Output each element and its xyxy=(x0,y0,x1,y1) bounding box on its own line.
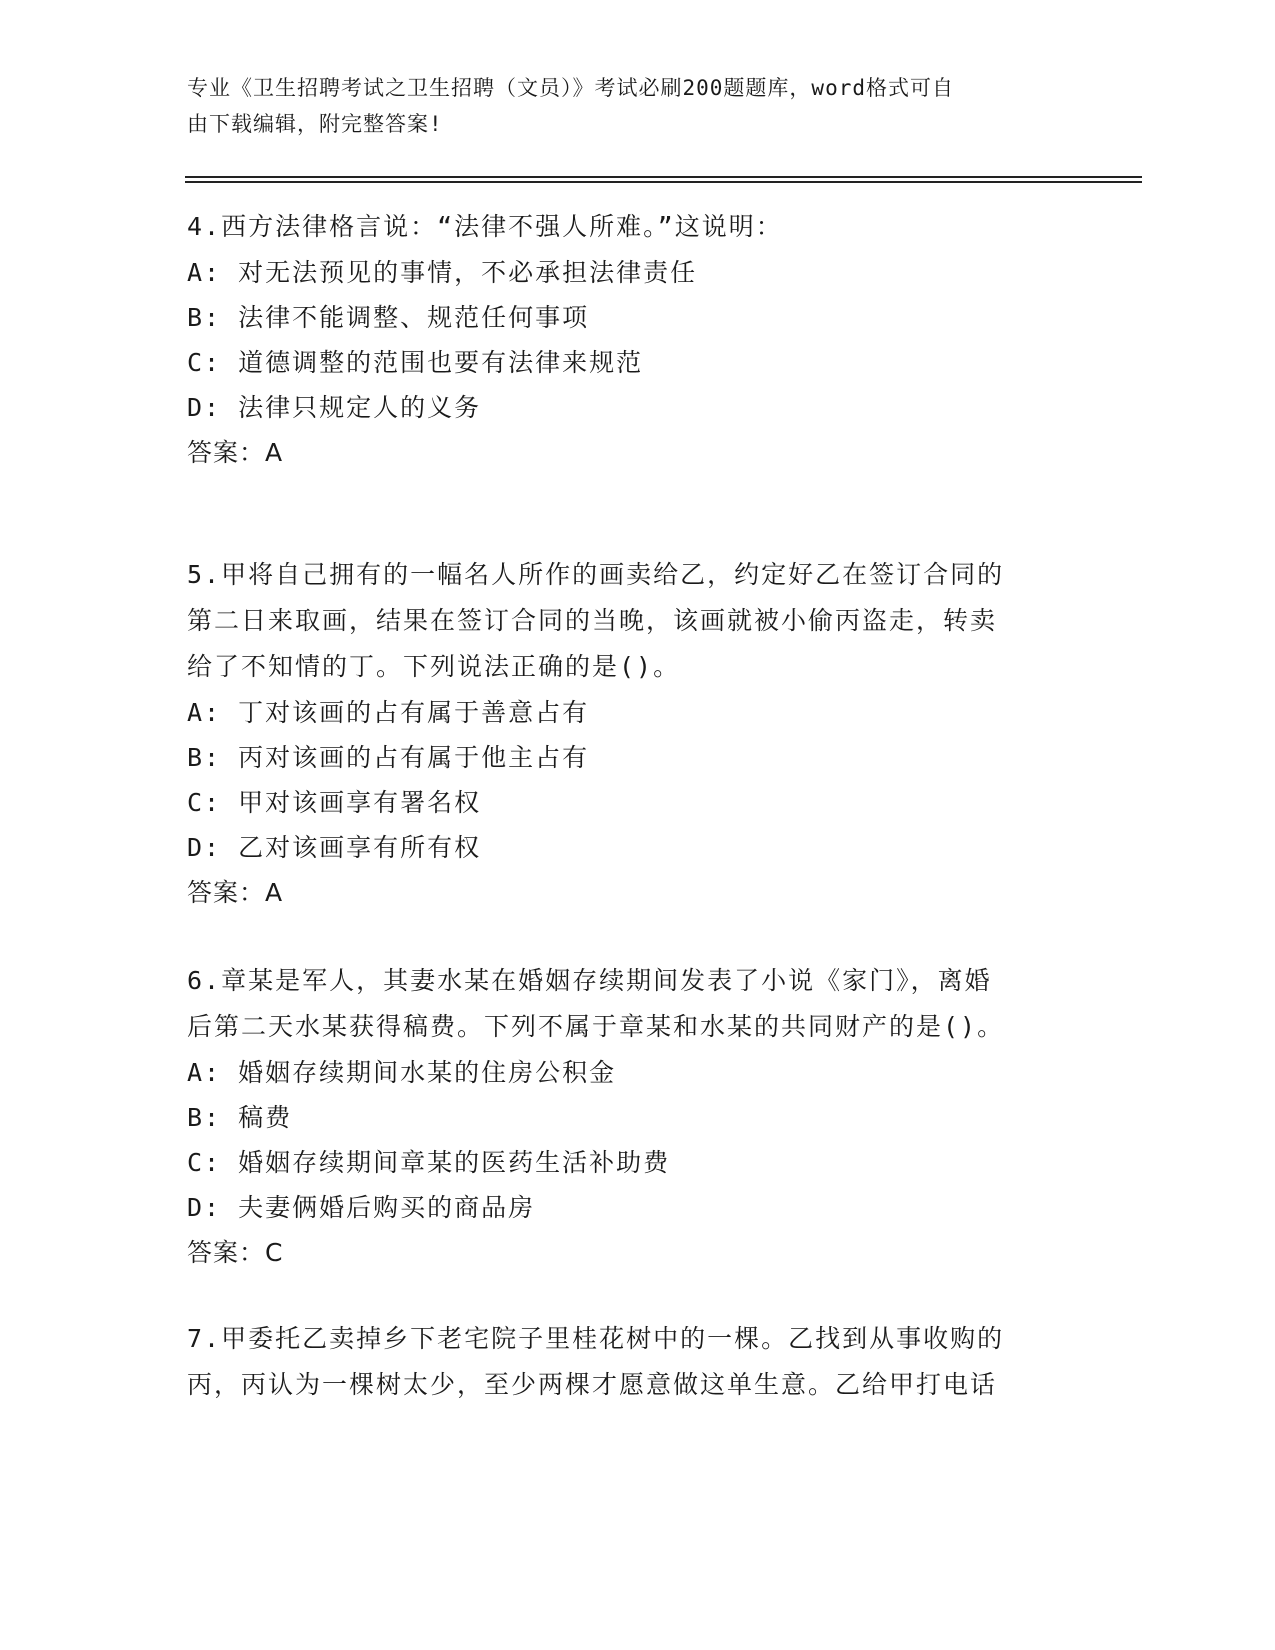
option-b: B: 稿费 xyxy=(187,1103,293,1132)
answer-label: 答案：A xyxy=(187,438,284,467)
question-stem: 6.章某是军人，其妻水某在婚姻存续期间发表了小说《家门》，离婚 xyxy=(187,966,992,995)
header-divider-top xyxy=(185,176,1142,178)
question-stem: 7.甲委托乙卖掉乡下老宅院子里桂花树中的一棵。乙找到从事收购的 xyxy=(187,1324,1005,1353)
question-stem: 给了不知情的丁。下列说法正确的是()。 xyxy=(187,652,681,681)
answer-label: 答案：A xyxy=(187,878,284,907)
option-b: B: 丙对该画的占有属于他主占有 xyxy=(187,743,590,772)
question-4 xyxy=(187,204,1067,475)
option-a: A: 对无法预见的事情，不必承担法律责任 xyxy=(187,258,698,287)
option-d: D: 夫妻俩婚后购买的商品房 xyxy=(187,1193,536,1222)
question-5 xyxy=(187,552,1067,915)
header-line-2: 由下载编辑，附完整答案! xyxy=(187,112,443,136)
answer-label: 答案：C xyxy=(187,1238,284,1267)
option-d: D: 乙对该画享有所有权 xyxy=(187,833,482,862)
header-line-1: 专业《卫生招聘考试之卫生招聘（文员）》考试必刷200题题库，word格式可自 xyxy=(187,76,954,100)
option-a: A: 婚姻存续期间水某的住房公积金 xyxy=(187,1058,617,1087)
option-a: A: 丁对该画的占有属于善意占有 xyxy=(187,698,590,727)
document-header xyxy=(187,70,1067,142)
question-6 xyxy=(187,958,1067,1275)
option-b: B: 法律不能调整、规范任何事项 xyxy=(187,303,590,332)
question-7 xyxy=(187,1316,1067,1408)
question-stem: 后第二天水某获得稿费。下列不属于章某和水某的共同财产的是()。 xyxy=(187,1012,1005,1041)
option-c: C: 道德调整的范围也要有法律来规范 xyxy=(187,348,644,377)
option-d: D: 法律只规定人的义务 xyxy=(187,393,482,422)
question-stem: 丙，丙认为一棵树太少，至少两棵才愿意做这单生意。乙给甲打电话 xyxy=(187,1370,998,1399)
question-stem: 5.甲将自己拥有的一幅名人所作的画卖给乙，约定好乙在签订合同的 xyxy=(187,560,1005,589)
header-divider-bottom xyxy=(185,181,1142,183)
option-c: C: 甲对该画享有署名权 xyxy=(187,788,482,817)
question-stem: 第二日来取画，结果在签订合同的当晚，该画就被小偷丙盗走，转卖 xyxy=(187,606,998,635)
question-stem: 4.西方法律格言说：“法律不强人所难。”这说明： xyxy=(187,212,783,241)
option-c: C: 婚姻存续期间章某的医药生活补助费 xyxy=(187,1148,671,1177)
